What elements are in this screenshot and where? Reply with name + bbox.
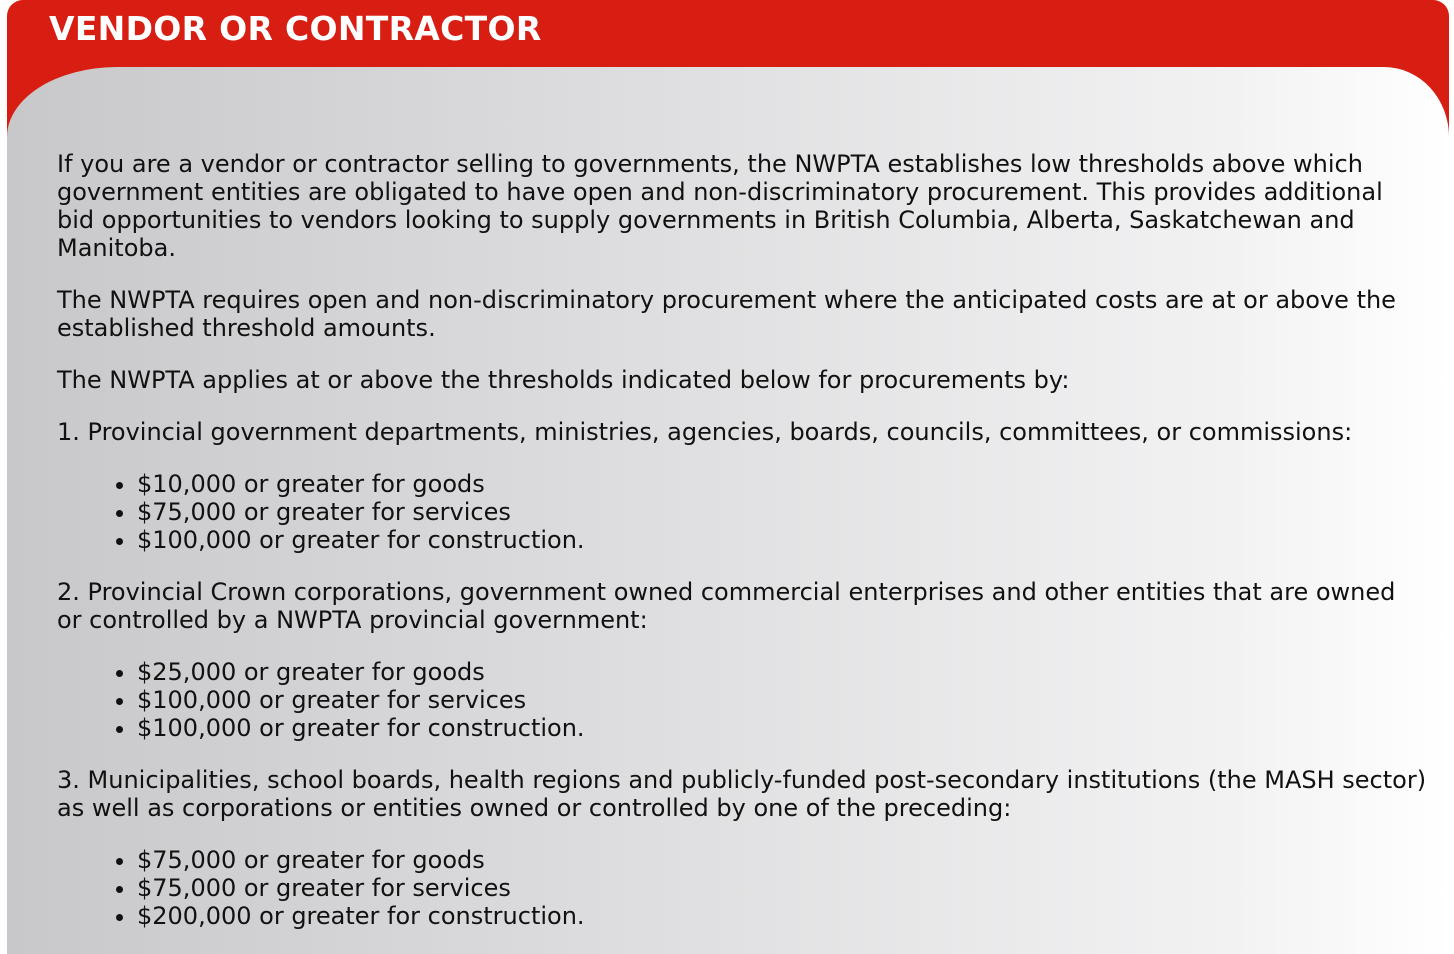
content-body [57,150,1427,954]
threshold-item: • $100,000 or greater for services [137,686,1427,714]
threshold-item: • $200,000 or greater for construction. [137,902,1427,930]
threshold-item: • $100,000 or greater for construction. [137,714,1427,742]
threshold-item: • $75,000 or greater for services [137,874,1427,902]
threshold-item: • $75,000 or greater for goods [137,846,1427,874]
section-1-list [57,470,1427,554]
section-3-heading: 3. Municipalities, school boards, health regions and publicly-funded post-secondary institutions (the MASH sector) as well as corporations or entities owned or controlled by one of the preceding: [57,766,1427,822]
section-2-heading: 2. Provincial Crown corporations, government owned commercial enterprises and other entities that are owned or controlled by a NWPTA provincial government: [57,578,1396,634]
section-3-list [57,846,1427,930]
threshold-item: • $75,000 or greater for services [137,498,1427,526]
threshold-item: • $25,000 or greater for goods [137,658,1427,686]
intro-paragraph: If you are a vendor or contractor selling to governments, the NWPTA establishes low thresholds above which government entities are obligated to have open and non-discriminatory procurement. This provides additional bid opportunities to vendors looking to supply governments in British Columbia, Alberta, Saskatchewan and Manitoba. [57,150,1383,262]
section-1-heading: 1. Provincial government departments, ministries, agencies, boards, councils, committees, or commissions: [57,418,1353,446]
requirement-paragraph: The NWPTA requires open and non-discriminatory procurement where the anticipated costs are at or above the established threshold amounts. [57,286,1396,342]
vendor-contractor-panel [7,0,1449,954]
page-title: VENDOR OR CONTRACTOR [49,9,542,48]
section-2-list [57,658,1427,742]
threshold-item: • $100,000 or greater for construction. [137,526,1427,554]
applies-paragraph: The NWPTA applies at or above the thresholds indicated below for procurements by: [57,366,1070,394]
threshold-item: • $10,000 or greater for goods [137,470,1427,498]
